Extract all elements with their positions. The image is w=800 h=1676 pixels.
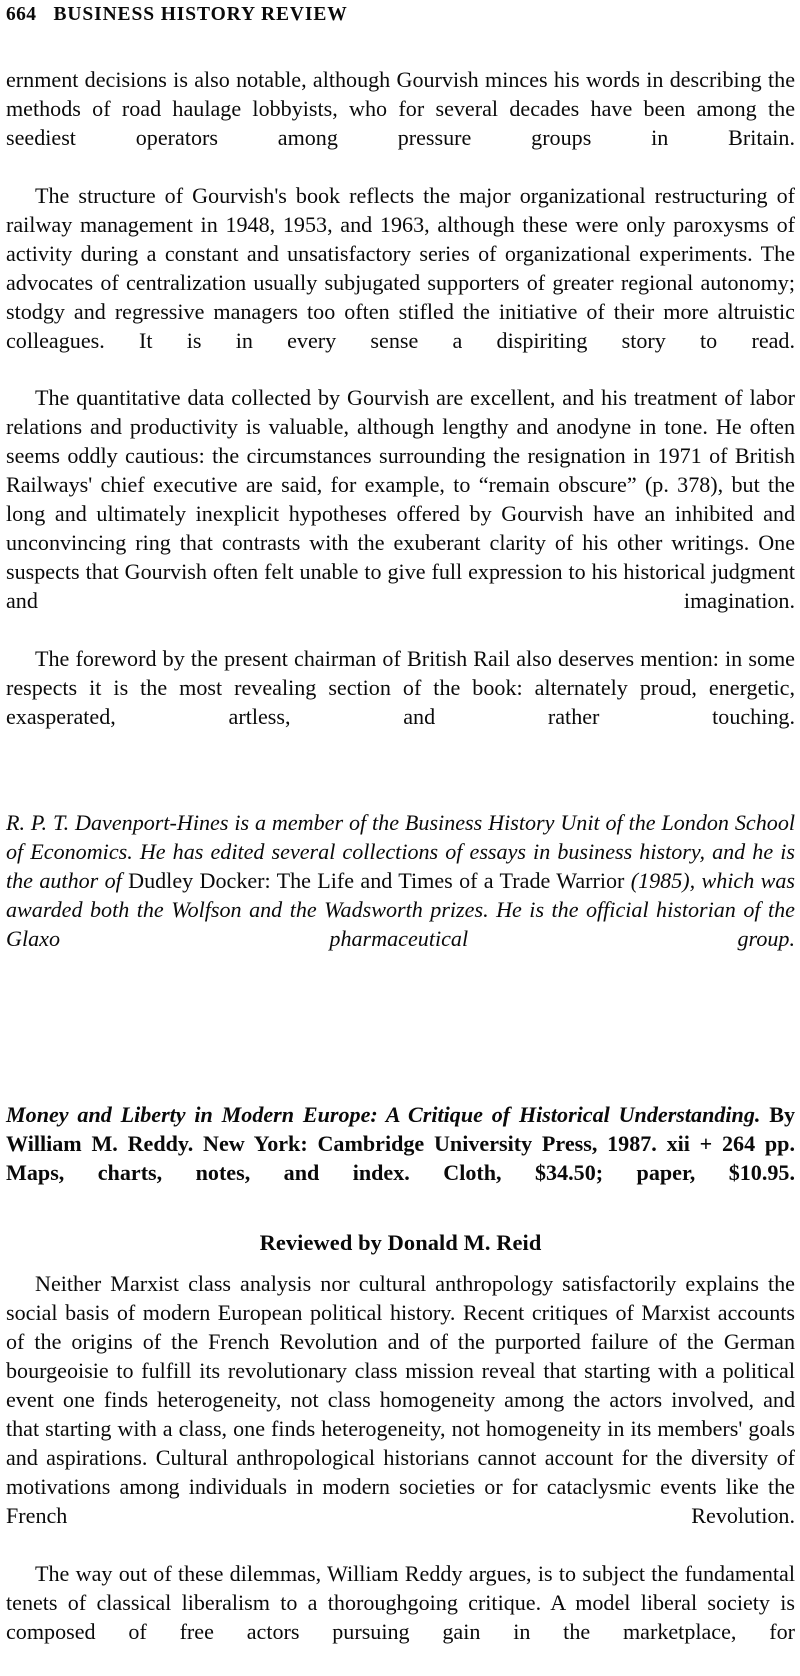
paragraph: Neither Marxist class analysis nor cultural anthropology satisfactorily explains the social basis of modern European political history. Recent critiques of Marxist accounts of the origins of the French Revolution and of the purported failure of the German bourgeoisie to fulfill its revolutionary class mission reveal that starting with a political event one finds heterogeneity, not class homogeneity among the actors involved, and that starting with a class, one finds heterogeneity, not homogeneity in its members' goals and aspirations. Cultural anthropological historians cannot account for the diversity of motivations among individuals in modern societies or for cataclysmic events like the French Revolution. bbox=[6, 1271, 795, 1529]
reviewer-biography bbox=[6, 809, 795, 983]
section-spacer bbox=[6, 983, 795, 1101]
paragraph: ernment decisions is also notable, although Gourvish minces his words in describing the methods of road haulage lobbyists, who for several decades have been among the seediest operators among pressure groups in Britain. bbox=[6, 67, 795, 150]
spacer bbox=[6, 1216, 795, 1228]
paragraph: The way out of these dilemmas, William Reddy argues, is to subject the fundamental tenets of classical liberalism to a thoroughgoing critique. A model liberal society is composed of free actors pursuing gain in the marketplace, for bbox=[6, 1560, 795, 1644]
text-column bbox=[6, 66, 795, 1676]
paragraph: The foreword by the present chairman of British Rail also deserves mention: in some respects it is the most revealing section of the book: alternately proud, energetic, exasperated, artless, and rather touching. bbox=[6, 646, 795, 729]
paragraph: The quantitative data collected by Gourvish are excellent, and his treatment of labor relations and productivity is valuable, although lengthy and anodyne in tone. He often seems oddly cautious: the circumstances surrounding the resignation in 1971 of British Railways' chief executive are said, for example, to “remain obscure” (p. 378), but the long and ultimately inexplicit hypotheses offered by Gourvish have an inhibited and unconvincing ring that contrasts with the exuberant clarity of his other writings. One suspects that Gourvish often felt unable to give full expression to his historical judgment and imagination. bbox=[6, 385, 795, 614]
book-imprint: By William M. Reddy. New York: Cambridge University Press, 1987. xii + 264 pp. Maps, charts, notes, and index. Cloth, $34.50; paper, $10.95. bbox=[6, 1101, 795, 1185]
bio-book-title: Dudley Docker: The Life and Times of a Trade Warrior bbox=[128, 867, 625, 893]
journal-title: BUSINESS HISTORY REVIEW bbox=[53, 4, 348, 25]
reviewer-byline: Reviewed by Donald M. Reid bbox=[259, 1230, 542, 1256]
book-citation bbox=[6, 1101, 795, 1217]
bio-text-after-title: (1985), which was awarded both the Wolfson and the Wadsworth prizes. He is the official historian of the Glaxo pharmaceutical group. bbox=[6, 867, 795, 951]
book-title: Money and Liberty in Modern Europe: A Critique of Historical Understanding. bbox=[6, 1101, 761, 1127]
spacer bbox=[6, 761, 795, 809]
paragraph: The structure of Gourvish's book reflects the major organizational restructuring of railway management in 1948, 1953, and 1963, although these were only paroxysms of activity during a constant and unsatisfactory series of organizational experiments. The advocates of centralization usually subjugated supporters of greater regional autonomy; stodgy and regressive managers too often stifled the initiative of their more altruistic colleagues. It is in every sense a dispiriting story to read. bbox=[6, 182, 795, 353]
running-head bbox=[6, 3, 794, 27]
page-number: 664 bbox=[6, 4, 37, 25]
spacer bbox=[6, 1257, 795, 1270]
bio-text-before-title: R. P. T. Davenport-Hines is a member of the Business History Unit of the London School of Economics. He has edited several collections of essays in business history, and he is the author of bbox=[6, 809, 795, 893]
